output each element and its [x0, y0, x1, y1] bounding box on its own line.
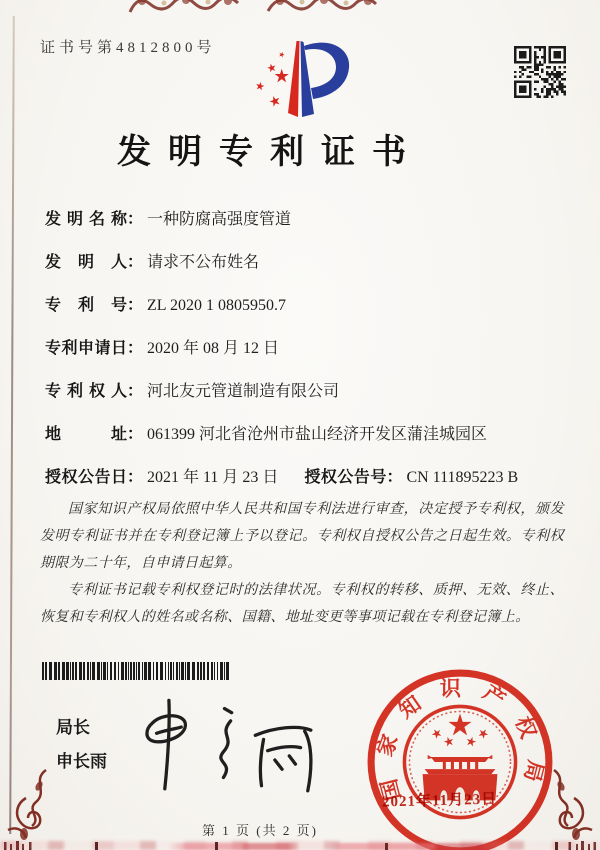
page-number: 第 1 页 (共 2 页) [202, 823, 318, 838]
bottom-edge-ticks [95, 842, 98, 850]
field-label: 地址 [45, 426, 127, 443]
corner-ornament-right-icon [550, 768, 598, 850]
seal-ring-text: 国家知识产权局 [372, 677, 548, 803]
field-value: 061399 河北省沧州市盐山经济开发区蒲洼城园区 [147, 426, 488, 443]
certificate-number: 证书号第4812800号 [40, 40, 216, 56]
officer-block [56, 718, 107, 772]
field-label: 专利权人 [45, 383, 127, 400]
field-value: ZL 2020 1 0805950.7 [147, 297, 286, 314]
legal-text [40, 496, 564, 631]
field-value: 河北友元管道制造有限公司 [147, 383, 340, 400]
field-list [45, 206, 575, 507]
field-label: 发明名称 [45, 211, 127, 228]
logo-blue-wedge [301, 41, 315, 117]
field-filing-date: 专利申请日： 2020 年 08 月 12 日 [45, 335, 575, 355]
logo-blue-p-bowl [304, 43, 349, 99]
field-label: 授权公告号 [304, 469, 387, 486]
cnipa-logo-icon [248, 36, 354, 126]
field-label: 专利申请日 [45, 340, 127, 357]
bottom-edge-print-blur-2 [0, 843, 600, 850]
top-border-ornament-icon [128, 0, 378, 13]
field-value: 2020 年 08 月 12 日 [147, 340, 280, 357]
document-title: 发明专利证书 [117, 134, 423, 171]
field-inventor: 发明人： 请求不公布姓名 [45, 249, 575, 269]
legal-paragraph-2: 专利证书记载专利权登记时的法律状况。专利权的转移、质押、无效、终止、恢复和专利权人的姓名或名称、国籍、地址变更等事项记载在专利登记簿上。 [40, 583, 564, 625]
legal-paragraph-1: 国家知识产权局依照中华人民共和国专利法进行审查，决定授予专利权，颁发发明专利证书并在专利登记簿上予以登记。专利权自授权公告之日起生效。专利权期限为二十年，自申请日起算。 [40, 502, 564, 571]
field-label: 授权公告日 [45, 469, 127, 486]
field-value: 一种防腐高强度管道 [147, 211, 292, 228]
field-value: CN 111895223 B [406, 469, 519, 486]
field-patentee: 专利权人： 河北友元管道制造有限公司 [45, 378, 575, 398]
field-label: 发明人 [45, 254, 127, 271]
officer-name: 申长雨 [56, 752, 107, 771]
director-signature-icon [136, 688, 316, 796]
field-value: 请求不公布姓名 [147, 254, 260, 271]
field-address: 地址： 061399 河北省沧州市盐山经济开发区蒲洼城园区 [45, 421, 575, 441]
corner-ornament-left-icon [2, 768, 50, 850]
logo-red-wedge [288, 41, 300, 117]
qr-code-icon [514, 46, 566, 98]
officer-title: 局长 [56, 718, 90, 737]
seal-date-stamp: 2021年11月23日 [381, 791, 498, 811]
barcode-icon [42, 662, 232, 680]
field-invention-name: 发明名称： 一种防腐高强度管道 [45, 206, 575, 226]
field-value: 2021 年 11 月 23 日 [147, 469, 279, 486]
logo-stars [256, 52, 289, 107]
field-patent-number: 专利号： ZL 2020 1 0805950.7 [45, 292, 575, 312]
field-grant-date-and-number: 授权公告日： 2021 年 11 月 23 日 授权公告号： CN 111895223 B [45, 464, 575, 484]
field-label: 专利号 [45, 297, 127, 314]
